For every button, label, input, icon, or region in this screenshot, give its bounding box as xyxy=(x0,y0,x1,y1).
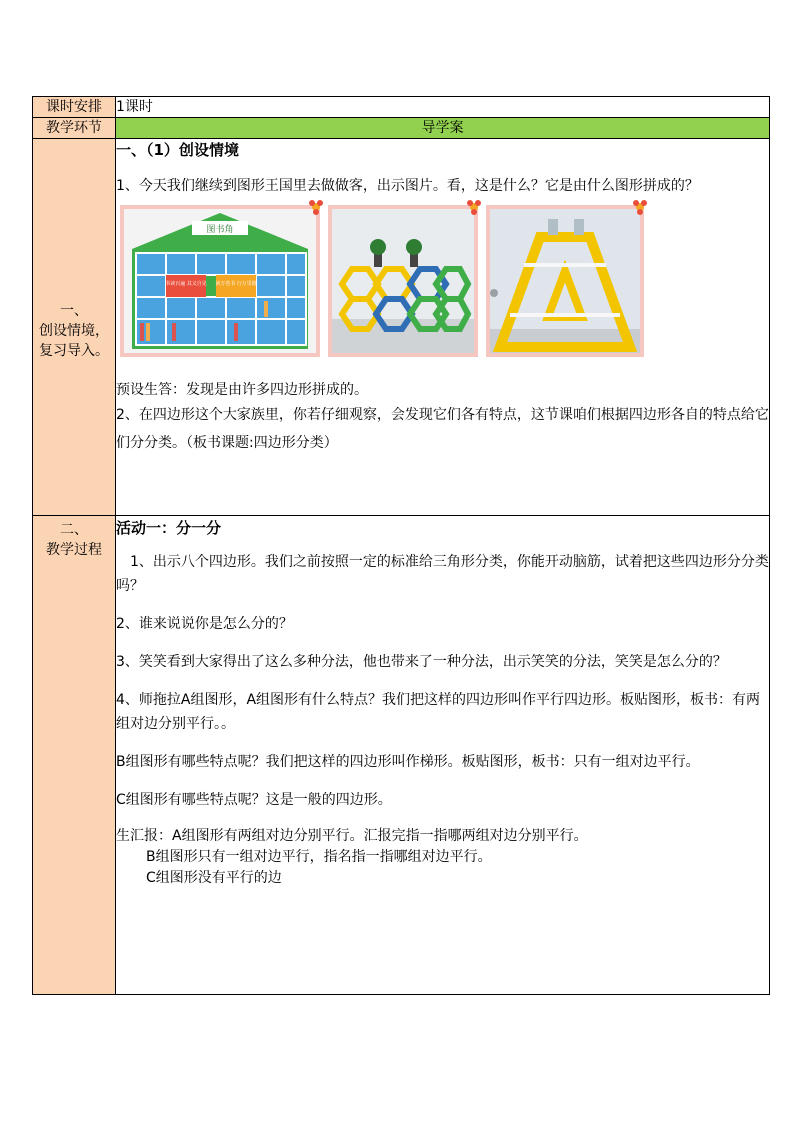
section2-paragraph-9: C组图形没有平行的边 xyxy=(146,870,282,886)
section2-label-cell xyxy=(33,516,116,995)
section2-label-line1: 二、 xyxy=(60,522,88,538)
plan-label: 导学案 xyxy=(116,118,770,139)
section1-label-line3: 复习导入。 xyxy=(39,343,109,359)
section1-paragraph-1: 1、今天我们继续到图形王国里去做做客，出示图片。看，这是什么？它是由什么图形拼成的？ xyxy=(116,178,699,194)
section2-paragraph-5: B组图形有哪些特点呢？我们把这样的四边形叫作梯形。板贴图形，板书：只有一组对边平行。 xyxy=(116,754,700,770)
schedule-label: 课时安排 xyxy=(33,97,116,118)
section1-label-line2: 创设情境， xyxy=(39,323,109,339)
section2-paragraph-2: 2、谁来说说你是怎么分的？ xyxy=(116,616,293,632)
section1-paragraph-2: 预设生答：发现是由许多四边形拼成的。 xyxy=(116,382,368,398)
a-shape-shelf-photo xyxy=(486,205,644,357)
phase-row xyxy=(33,118,770,139)
flower-corner-icon xyxy=(464,197,484,217)
section2-paragraph-1: 1、出示八个四边形。我们之前按照一定的标准给三角形分类，你能开动脑筋，试着把这些四边形分分类吗？ xyxy=(116,554,769,594)
bookshelf-sign-text: 图书角 xyxy=(206,225,234,235)
hexagon-shelf-photo xyxy=(328,205,478,357)
section2-paragraph-4: 4、师拖拉A组图形，A组图形有什么特点？我们把这样的四边形叫作平行四边形。板贴图形，板书：有两组对边分别平行。。 xyxy=(116,692,761,732)
bookshelf-slogan-2: 读万卷书 行万里路 xyxy=(215,281,257,287)
lesson-plan-table xyxy=(32,96,770,995)
hexagon-shelf-image xyxy=(332,209,474,353)
section1-content xyxy=(116,139,770,516)
section1-row xyxy=(33,139,770,516)
bookshelf-slogan-1: 书读百遍 其义自见 xyxy=(165,281,207,287)
section2-row xyxy=(33,516,770,995)
phase-label: 教学环节 xyxy=(33,118,116,139)
section2-paragraph-3: 3、笑笑看到大家得出了这么多种分法，他也带来了一种分法，出示笑笑的分法，笑笑是怎么分的？ xyxy=(116,654,727,670)
bookshelf-image xyxy=(124,209,316,353)
bookshelf-photo xyxy=(120,205,320,357)
photo-row xyxy=(120,205,769,357)
schedule-value: 1课时 xyxy=(116,97,770,118)
schedule-row xyxy=(33,97,770,118)
section1-label-cell xyxy=(33,139,116,516)
section1-heading: 一、（1）创设情境 xyxy=(116,141,239,159)
section2-content xyxy=(116,516,770,995)
section2-label-line2: 教学过程 xyxy=(46,542,102,558)
section2-paragraph-6: C组图形有哪些特点呢？这是一般的四边形。 xyxy=(116,792,392,808)
flower-corner-icon xyxy=(306,197,326,217)
section1-paragraph-3: 2、在四边形这个大家族里，你若仔细观察，会发现它们各有特点，这节课咱们根据四边形各自的特点给它们分分类。（板书课题:四边形分类） xyxy=(116,407,769,451)
flower-corner-icon xyxy=(630,197,650,217)
a-shape-shelf-image xyxy=(490,209,640,353)
section1-label-line1: 一、 xyxy=(60,303,88,319)
section2-heading: 活动一：分一分 xyxy=(116,519,222,537)
section2-paragraph-8: B组图形只有一组对边平行，指名指一指哪组对边平行。 xyxy=(146,849,492,865)
section2-paragraph-7: 生汇报：A组图形有两组对边分别平行。汇报完指一指哪两组对边分别平行。 xyxy=(116,828,588,844)
